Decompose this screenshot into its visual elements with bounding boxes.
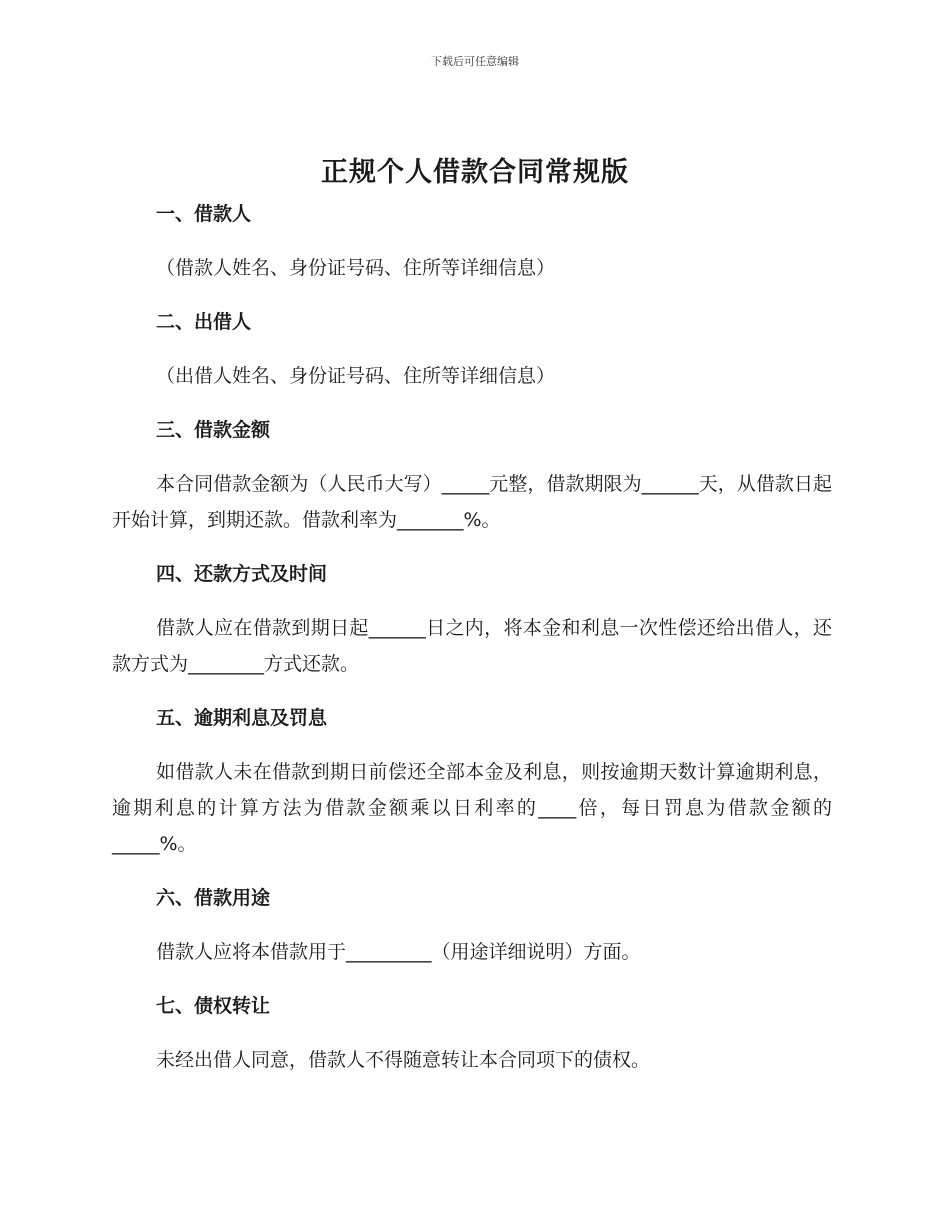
section-body-transfer: 未经出借人同意，借款人不得随意转让本合同项下的债权。 (156, 1049, 651, 1071)
document-body (112, 196, 832, 1096)
section-body-borrower: （借款人姓名、身份证号码、住所等详细信息） (156, 257, 556, 279)
section-heading-loan-amount: 三、借款金额 (156, 419, 271, 441)
section-heading-lender: 二、出借人 (156, 311, 252, 333)
section-heading-overdue: 五、逾期利息及罚息 (156, 707, 328, 729)
section-body-purpose: 借款人应将本借款用于_________（用途详细说明）方面。 (156, 941, 641, 963)
section-heading-borrower: 一、借款人 (156, 203, 252, 225)
document-title: 正规个人借款合同常规版 (321, 157, 629, 188)
section-body-repayment: 借款人应在借款到期日起______日之内，将本金和利息一次性偿还给出借人，还款方式为________方式还款。 (112, 617, 832, 675)
section-heading-repayment: 四、还款方式及时间 (156, 563, 328, 585)
section-body-lender: （出借人姓名、身份证号码、住所等详细信息） (156, 365, 556, 387)
section-heading-transfer: 七、债权转让 (156, 995, 271, 1017)
header-note: 下载后可任意编辑 (431, 55, 519, 68)
section-body-overdue: 如借款人未在借款到期日前偿还全部本金及利息，则按逾期天数计算逾期利息，逾期利息的计算方法为借款金额乘以日利率的____倍，每日罚息为借款金额的_____%。 (112, 761, 832, 855)
section-heading-purpose: 六、借款用途 (156, 887, 271, 909)
section-body-loan-amount: 本合同借款金额为（人民币大写）_____元整，借款期限为______天，从借款日起开始计算，到期还款。借款利率为_______%。 (112, 473, 832, 531)
